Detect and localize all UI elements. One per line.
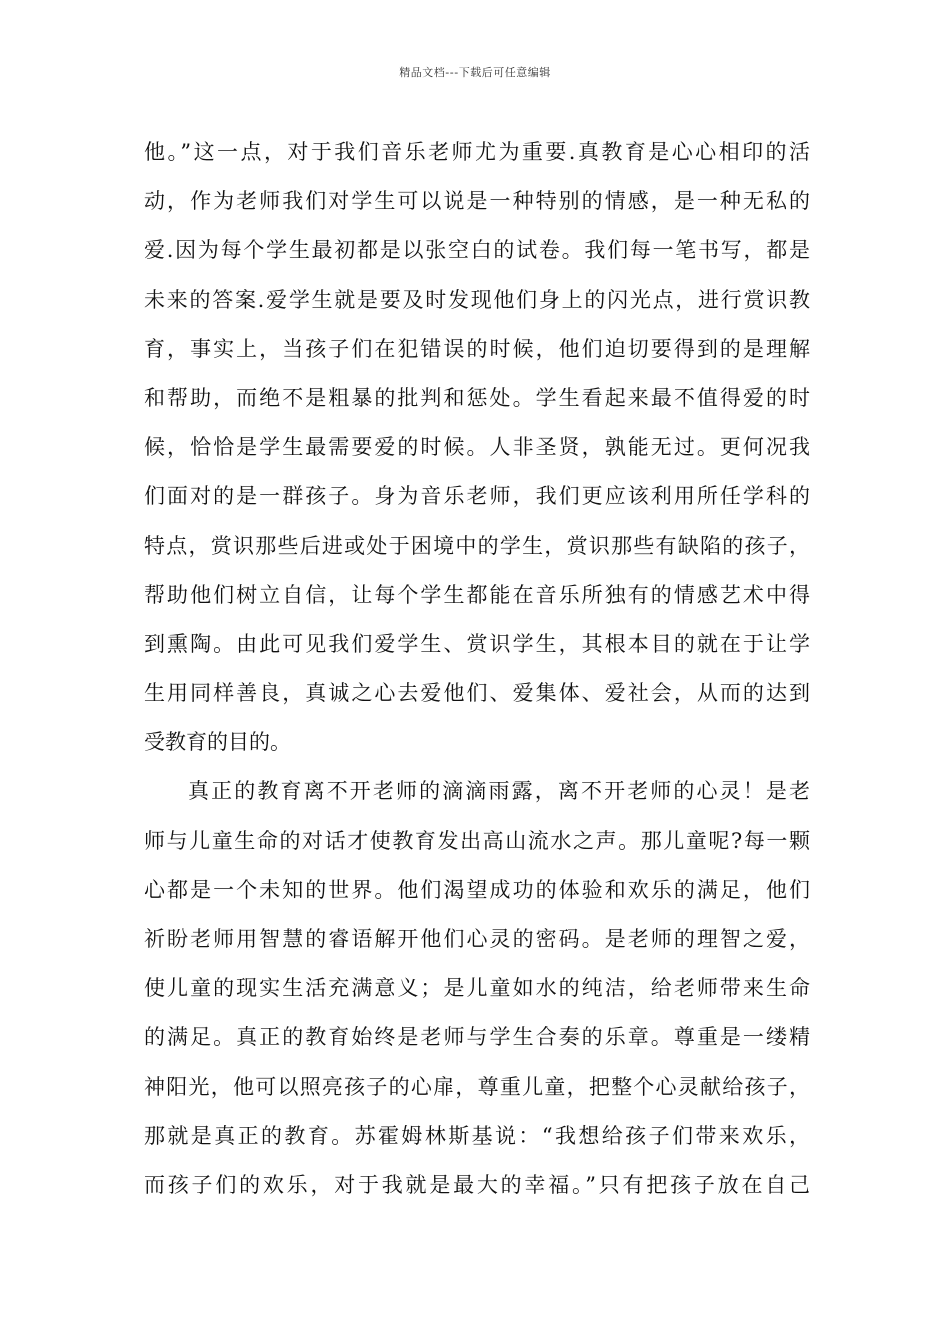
text-line: 受教育的目的。: [144, 730, 291, 755]
text-line: 们面对的是一群孩子。身为音乐老师，我们更应该利用所任学科的: [144, 484, 810, 509]
text-line: 祈盼老师用智慧的睿语解开他们心灵的密码。是老师的理智之爱，: [144, 927, 810, 951]
text-line: 特点，赏识那些后进或处于困境中的学生，赏识那些有缺陷的孩子，: [144, 533, 810, 558]
text-line: 候，恰恰是学生最需要爱的时候。人非圣贤，孰能无过。更何况我: [144, 435, 810, 460]
text-line: 那就是真正的教育。苏霍姆林斯基说：“我想给孩子们带来欢乐，: [144, 1123, 810, 1148]
text-line: 育，事实上，当孩子们在犯错误的时候，他们迫切要得到的是理解: [144, 336, 810, 361]
text-line: 帮助他们树立自信，让每个学生都能在音乐所独有的情感艺术中得: [144, 582, 810, 607]
document-body: [144, 128, 810, 1210]
text-line: 师与儿童生命的对话才使教育发出高山流水之声。那儿童呢?每一颗: [144, 828, 810, 853]
text-line: 未来的答案.爱学生就是要及时发现他们身上的闪光点，进行赏识教: [144, 287, 810, 312]
text-line: 动，作为老师我们对学生可以说是一种特别的情感，是一种无私的: [144, 189, 810, 214]
page-header: 精品文档---下载后可任意编辑: [399, 66, 551, 79]
text-line: 而孩子们的欢乐，对于我就是最大的幸福。”只有把孩子放在自己: [144, 1172, 810, 1197]
text-line: 爱.因为每个学生最初都是以张空白的试卷。我们每一笔书写，都是: [144, 238, 810, 263]
text-line: 的满足。真正的教育始终是老师与学生合奏的乐章。尊重是一缕精: [144, 1025, 810, 1050]
text-line: 他。”这一点，对于我们音乐老师尤为重要.真教育是心心相印的活: [144, 140, 810, 164]
text-line: 和帮助，而绝不是粗暴的批判和惩处。学生看起来最不值得爱的时: [144, 385, 810, 410]
text-line: 真正的教育离不开老师的滴滴雨露，离不开老师的心灵！是老: [188, 779, 810, 804]
text-line: 心都是一个未知的世界。他们渴望成功的体验和欢乐的满足，他们: [144, 877, 810, 902]
text-line: 使儿童的现实生活充满意义；是儿童如水的纯洁，给老师带来生命: [144, 976, 810, 1001]
text-line: 神阳光，他可以照亮孩子的心扉，尊重儿童，把整个心灵献给孩子，: [144, 1074, 810, 1099]
text-line: 到熏陶。由此可见我们爱学生、赏识学生，其根本目的就在于让学: [144, 631, 810, 656]
text-line: 生用同样善良，真诚之心去爱他们、爱集体、爱社会，从而的达到: [144, 681, 810, 706]
